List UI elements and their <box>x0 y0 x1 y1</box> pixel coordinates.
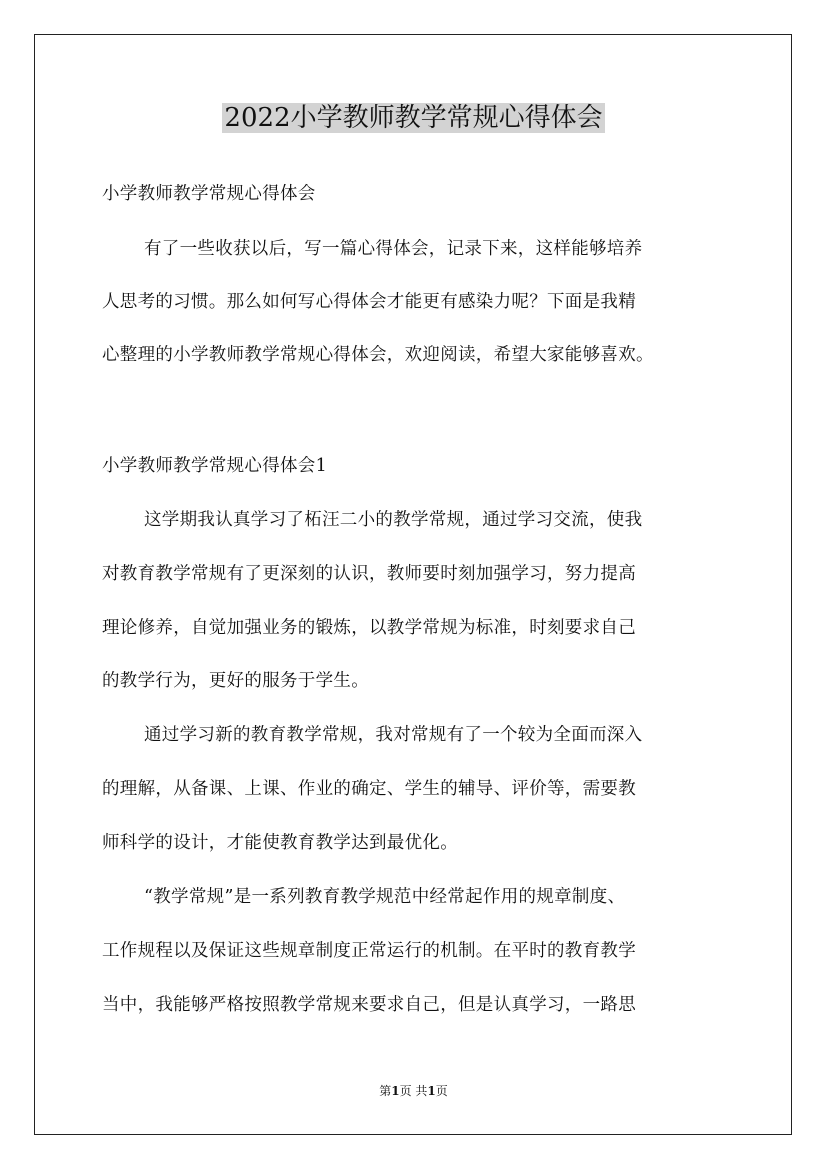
para2-line-1: 通过学习新的教育教学常规，我对常规有了一个较为全面而深入 <box>144 725 643 745</box>
para1-line-3: 理论修养，自觉加强业务的锻炼，以教学常规为标准，时刻要求自己 <box>102 618 636 638</box>
document-title: 2022小学教师教学常规心得体会 <box>224 103 603 133</box>
para1-line-4: 的教学行为，更好的服务于学生。 <box>102 671 369 691</box>
intro-line-3: 心整理的小学教师教学常规心得体会，欢迎阅读，希望大家能够喜欢。 <box>102 345 654 365</box>
footer-total-pages: 1 <box>427 1084 436 1098</box>
footer-page-suffix: 页 <box>435 1084 448 1098</box>
page-footer <box>0 1083 827 1099</box>
intro-line-1: 有了一些收获以后，写一篇心得体会，记录下来，这样能够培养 <box>144 239 643 259</box>
intro-line-2: 人思考的习惯。那么如何写心得体会才能更有感染力呢？下面是我精 <box>102 292 636 312</box>
para3-line-1: “教学常规”是一系列教育教学规范中经常起作用的规章制度、 <box>144 887 626 907</box>
footer-page-number: 1 <box>391 1084 400 1098</box>
footer-page-prefix: 第 <box>379 1084 392 1098</box>
para3-line-2: 工作规程以及保证这些规章制度正常运行的机制。在平时的教育教学 <box>102 941 636 961</box>
para2-line-3: 师科学的设计，才能使教育教学达到最优化。 <box>102 833 458 853</box>
document-title-block <box>0 96 827 140</box>
para1-line-2: 对教育教学常规有了更深刻的认识，教师要时刻加强学习，努力提高 <box>102 564 636 584</box>
para1-line-1: 这学期我认真学习了柘汪二小的教学常规，通过学习交流，使我 <box>144 510 643 530</box>
footer-page-mid: 页 共 <box>399 1084 428 1098</box>
document-subtitle: 小学教师教学常规心得体会 <box>102 184 316 204</box>
para3-line-3: 当中，我能够严格按照教学常规来要求自己，但是认真学习，一路思 <box>102 995 636 1015</box>
section-heading: 小学教师教学常规心得体会1 <box>102 456 328 476</box>
para2-line-2: 的理解，从备课、上课、作业的确定、学生的辅导、评价等，需要教 <box>102 779 636 799</box>
